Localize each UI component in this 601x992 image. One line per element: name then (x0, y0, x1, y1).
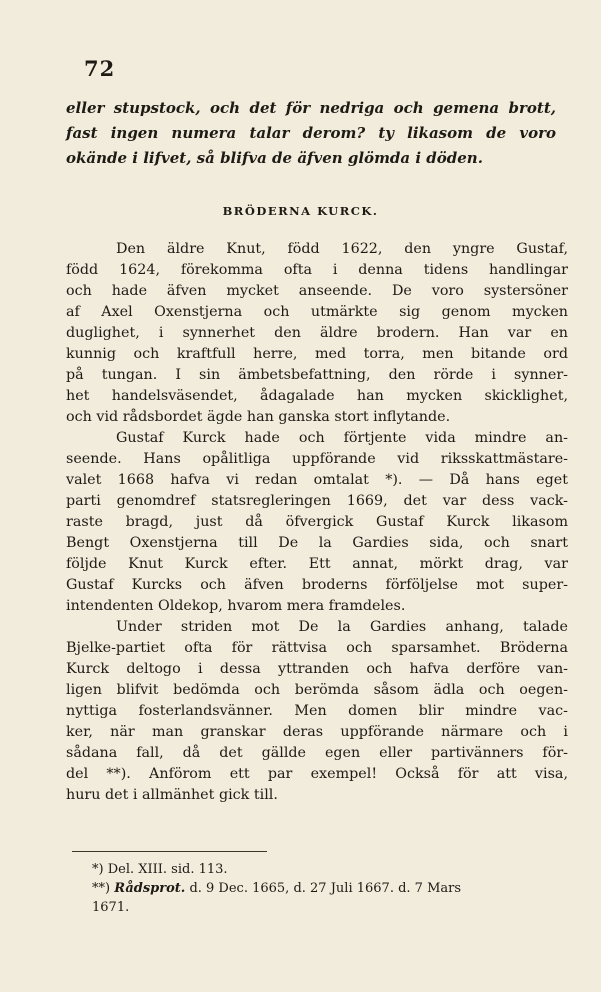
text-line: ker, när man granskar deras uppförande närmare och i (66, 724, 568, 740)
paragraph-2 (66, 428, 568, 617)
text-line: och vid rådsbordet ägde han ganska stort inflytande. (66, 409, 451, 425)
text-line: duglighet, i synnerhet den äldre brodern. Han var en (66, 325, 568, 341)
intro-line: fast ingen numera talar derom? ty likasom de voro (66, 124, 556, 142)
page-number: 72 (84, 56, 116, 81)
text-line: nyttiga fosterlandsvänner. Men domen blir mindre vac- (66, 703, 568, 719)
footnote-2-source: Rådsprot. (114, 881, 186, 896)
text-line: het handelsväsendet, ådagalade han mycken skicklighet, (66, 388, 568, 404)
text-line: Under striden mot De la Gardies anhang, talade (116, 619, 568, 635)
text-line: Den äldre Knut, född 1622, den yngre Gustaf, (116, 241, 568, 257)
footnote-2-dates: d. 9 Dec. 1665, d. 27 Juli 1667. d. 7 Mars (189, 881, 462, 896)
text-line: seende. Hans opålitliga uppförande vid riksskattmästare- (66, 451, 568, 467)
text-line: Kurck deltogo i dessa yttranden och hafva derföre van- (66, 661, 568, 677)
body-text (66, 239, 568, 806)
text-line: valet 1668 hafva vi redan omtalat *). — Då hans eget (66, 472, 568, 488)
text-line: intendenten Oldekop, hvarom mera framdeles. (66, 598, 406, 614)
footnote-2-continued: 1671. (92, 900, 130, 915)
text-line: huru det i allmänhet gick till. (66, 787, 278, 803)
footnote-2-mark: **) (92, 881, 111, 896)
text-line: sådana fall, då det gällde egen eller partivänners för- (66, 745, 568, 761)
paragraph-1 (66, 239, 568, 428)
text-line: följde Knut Kurck efter. Ett annat, mörkt drag, var (66, 556, 568, 572)
text-line: Bengt Oxenstjerna till De la Gardies sida, och snart (66, 535, 568, 551)
paragraph-3 (66, 617, 568, 806)
text-line: på tungan. I sin ämbetsbefattning, den rörde i synner- (66, 367, 568, 383)
footnote-2 (92, 879, 562, 898)
text-line: kunnig och kraftfull herre, med torra, men bitande ord (66, 346, 568, 362)
text-line: Gustaf Kurcks och äfven broderns förföljelse mot super- (66, 577, 568, 593)
intro-line: okände i lifvet, så blifva de äfven glömda i döden. (66, 149, 483, 167)
text-line: af Axel Oxenstjerna och utmärkte sig genom mycken (66, 304, 568, 320)
text-line: ligen blifvit bedömda och berömda såsom ädla och oegen- (66, 682, 568, 698)
section-heading: BRÖDERNA KURCK. (222, 204, 379, 218)
text-line: Gustaf Kurck hade och förtjente vida mindre an- (116, 430, 568, 446)
footnote-divider (72, 851, 267, 852)
text-line: raste bragd, just då öfvergick Gustaf Kurck likasom (66, 514, 568, 530)
intro-italic-text (66, 96, 556, 171)
footnote-1: *) Del. XIII. sid. 113. (92, 862, 228, 877)
text-line: del **). Anförom ett par exempel! Också för att visa, (66, 766, 568, 782)
text-line: Bjelke-partiet ofta för rättvisa och sparsamhet. Bröderna (66, 640, 568, 656)
text-line: parti genomdref statsregleringen 1669, det var dess vack- (66, 493, 568, 509)
text-line: född 1624, förekomma ofta i denna tidens handlingar (66, 262, 568, 278)
text-line: och hade äfven mycket anseende. De voro systersöner (66, 283, 568, 299)
footnotes (92, 860, 562, 917)
intro-line: eller stupstock, och det för nedriga och gemena brott, (66, 99, 556, 117)
